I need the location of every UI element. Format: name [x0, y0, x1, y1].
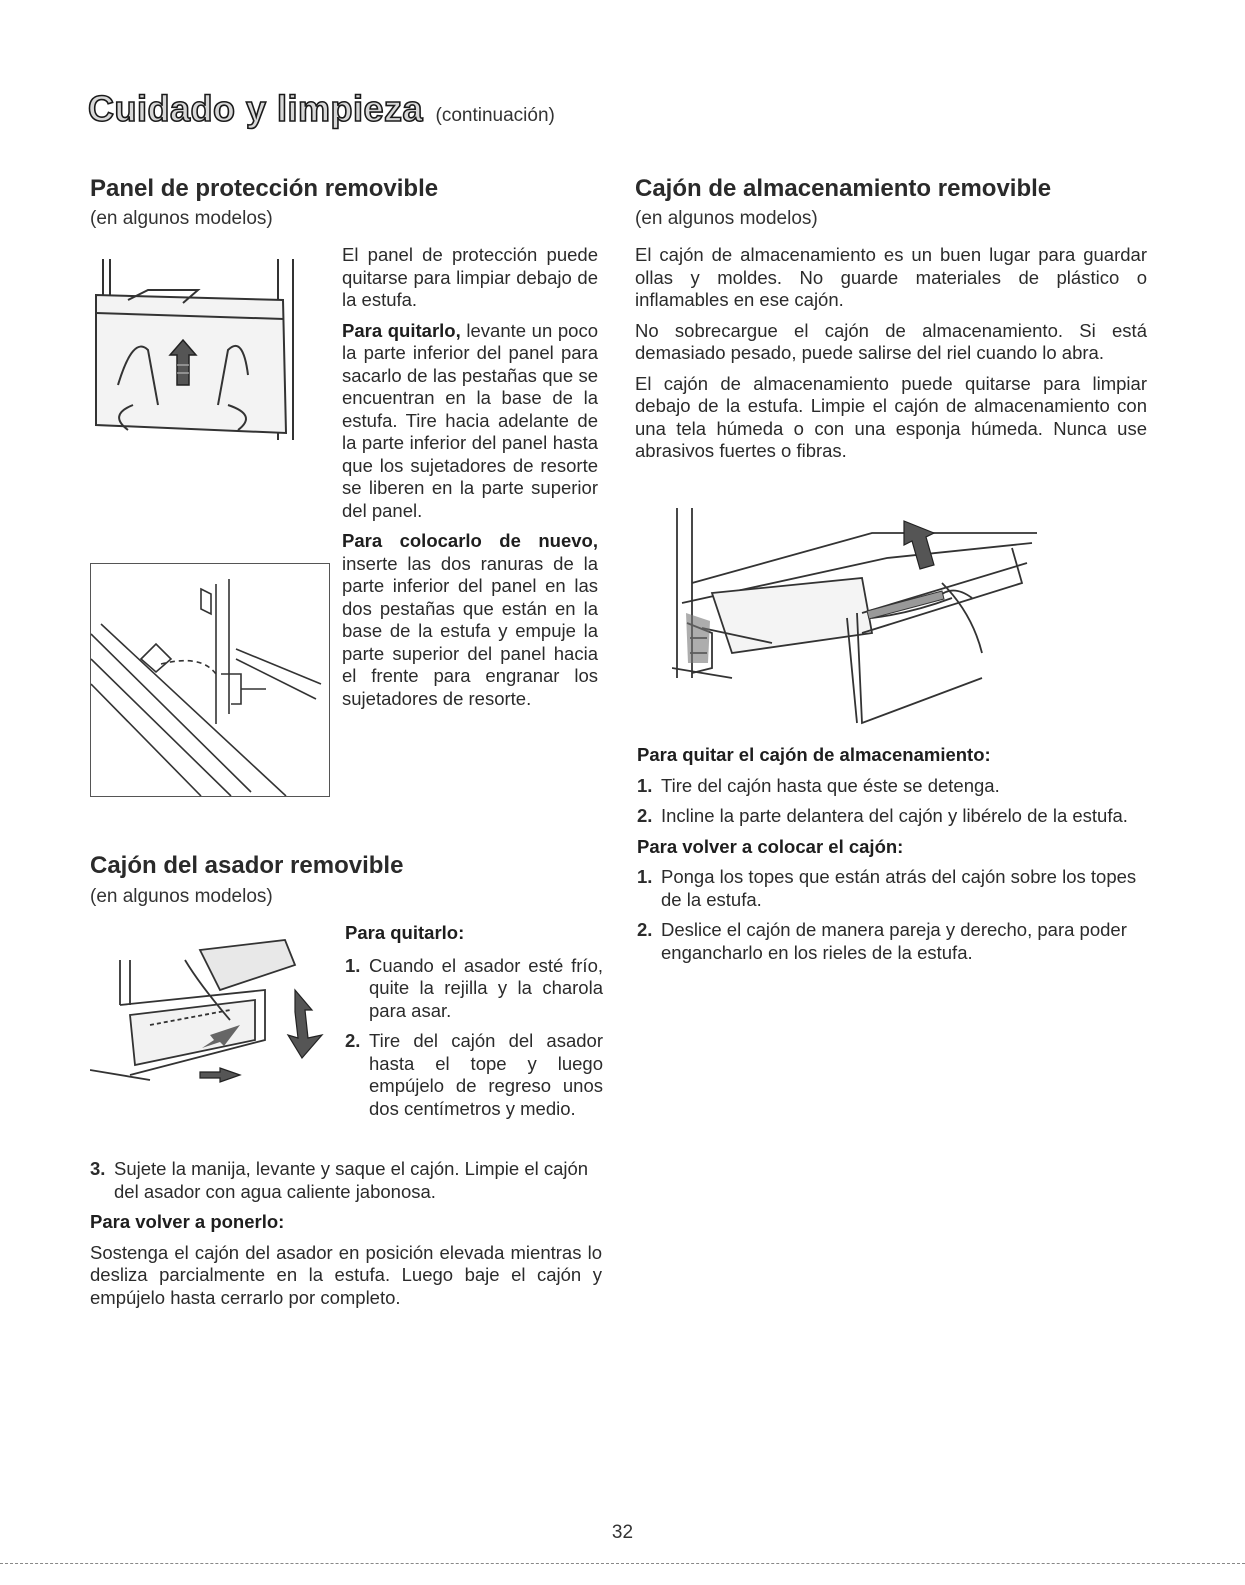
- storage-instructions: [637, 744, 1149, 972]
- panel-replace-text: inserte las dos ranuras de la parte inferior del panel en las dos pestañas que están en la base de la estufa y empuje la parte superior del panel hacia el frente para engranar los sujetadores de resorte.: [342, 552, 598, 709]
- panel-text-block: [342, 244, 598, 718]
- page-title: [88, 88, 555, 130]
- panel-replace-paragraph: [342, 530, 598, 710]
- broiler-subheading: (en algunos modelos): [90, 886, 273, 907]
- panel-heading: Panel de protección removible: [90, 175, 439, 202]
- broiler-replace-heading: Para volver a ponerlo:: [90, 1211, 285, 1232]
- broiler-step-2: [345, 1030, 603, 1120]
- broiler-step-3-number: 3.: [90, 1158, 106, 1179]
- panel-intro: El panel de protección puede quitarse para limpiar debajo de la estufa.: [342, 244, 598, 310]
- broiler-step-1-number: 1.: [345, 954, 361, 976]
- broiler-lower-block: [90, 1158, 602, 1317]
- broiler-heading: Cajón del asador removible: [90, 852, 404, 879]
- storage-heading: Cajón de almacenamiento removible: [635, 175, 1052, 202]
- storage-paragraphs: [635, 244, 1147, 471]
- panel-remove-paragraph: [342, 320, 598, 523]
- storage-paragraph-1: El cajón de almacenamiento es un buen lugar para guardar ollas y moldes. No guarde materiales de plástico o inflamables en ese cajón.: [635, 244, 1147, 310]
- storage-remove-step-1: [637, 775, 1149, 798]
- page-title-main: Cuidado y limpieza: [88, 88, 424, 129]
- broiler-remove-heading: Para quitarlo:: [345, 922, 465, 943]
- broiler-step-1: [345, 955, 603, 1023]
- storage-paragraph-2: No sobrecargue el cajón de almacenamiento. Si está demasiado pesado, puede salirse del riel cuando lo abra.: [635, 319, 1147, 363]
- storage-remove-step-1-number: 1.: [637, 774, 653, 796]
- panel-subheading: (en algunos modelos): [90, 208, 273, 229]
- storage-replace-step-1-number: 1.: [637, 866, 653, 887]
- storage-subheading: (en algunos modelos): [635, 208, 818, 229]
- panel-replace-label: Para colocarlo de nuevo,: [342, 530, 598, 551]
- page-bottom-rule: [0, 1563, 1245, 1564]
- storage-remove-step-2: [637, 805, 1149, 828]
- panel-remove-text: levante un poco la parte inferior del panel para sacarlo de las pestañas que se encuentran en la base de la estufa. Tire hacia adelante de la parte inferior del panel hasta que los sujetadores de resorte se liberen en la parte superior del panel.: [342, 319, 598, 521]
- broiler-replace-text: Sostenga el cajón del asador en posición elevada mientras lo desliza parcialmente en la estufa. Luego baje el cajón y empújelo hasta cerrarlo por completo.: [90, 1241, 602, 1308]
- storage-paragraph-3: El cajón de almacenamiento puede quitarse para limpiar debajo de la estufa. Limpie el cajón de almacenamiento con una tela húmeda o con una esponja húmeda. Nunca use abrasivos fuertes o fibras.: [635, 372, 1147, 461]
- panel-remove-label: Para quitarlo,: [342, 319, 461, 341]
- storage-remove-step-1-text: Tire del cajón hasta que éste se detenga.: [661, 774, 1000, 796]
- page-title-continuation: (continuación): [435, 105, 555, 126]
- storage-remove-step-2-number: 2.: [637, 805, 653, 826]
- page-number: 32: [611, 1522, 634, 1543]
- broiler-step-3: [90, 1158, 602, 1203]
- storage-replace-step-2-text: Deslice el cajón de manera pareja y derecho, para poder engancharlo en los rieles de la estufa.: [661, 919, 1127, 963]
- storage-drawer-illustration: [672, 503, 1044, 728]
- panel-detail-illustration: [90, 563, 330, 797]
- storage-replace-heading: Para volver a colocar el cajón:: [637, 835, 904, 857]
- broiler-step-3-text: Sujete la manija, levante y saque el cajón. Limpie el cajón del asador con agua caliente jabonosa.: [114, 1158, 589, 1202]
- storage-remove-step-2-text: Incline la parte delantera del cajón y libérelo de la estufa.: [661, 805, 1128, 826]
- broiler-step-2-number: 2.: [345, 1030, 361, 1051]
- storage-replace-step-2: [637, 919, 1149, 964]
- broiler-drawer-illustration: [90, 930, 330, 1085]
- storage-replace-step-1: [637, 866, 1149, 911]
- storage-replace-step-1-text: Ponga los topes que están atrás del cajón sobre los topes de la estufa.: [661, 866, 1137, 910]
- storage-replace-step-2-number: 2.: [637, 919, 653, 940]
- panel-removal-illustration: [88, 255, 310, 445]
- storage-remove-heading: Para quitar el cajón de almacenamiento:: [637, 744, 991, 765]
- broiler-steps-block: [345, 922, 603, 1128]
- broiler-step-2-text: Tire del cajón del asador hasta el tope y luego empújelo de regreso unos dos centímetros y medio.: [369, 1030, 603, 1119]
- broiler-step-1-text: Cuando el asador esté frío, quite la rejilla y la charola para asar.: [369, 954, 603, 1021]
